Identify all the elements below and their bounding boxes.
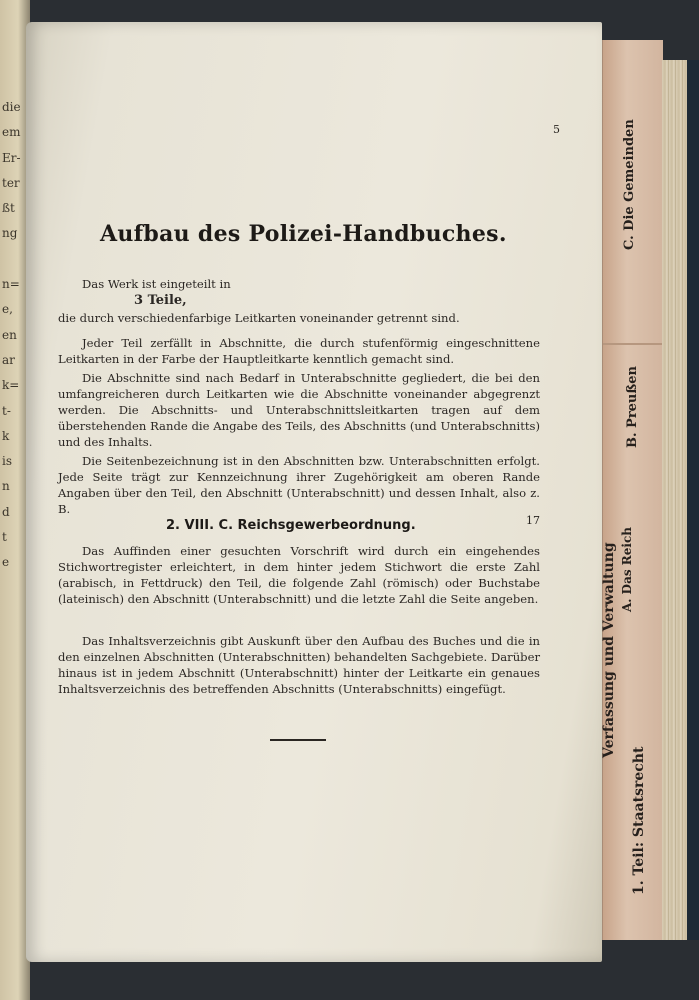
- previous-page-fragment: t-: [2, 403, 11, 418]
- previous-page-fragment: ng: [2, 226, 18, 241]
- previous-page-fragment: em: [2, 125, 21, 140]
- previous-page-fragment: ßt: [2, 201, 15, 216]
- paragraph-seitenbezeichnung: [58, 453, 540, 517]
- paragraph-text: Jeder Teil zerfällt in Abschnitte, die durch stufenförmig eingeschnittene Leitkarten in der Farbe der Hauptleitkarte kenntlich gemacht sind.: [58, 336, 540, 367]
- tab-staatsrecht[interactable]: 1. Teil: Staatsrecht: [631, 746, 647, 895]
- page-title: Aufbau des Polizei-Handbuches.: [100, 221, 507, 247]
- previous-page-fragment: die: [2, 100, 21, 114]
- paragraph-text: Die Abschnitte sind nach Bedarf in Unterabschnitte gegliedert, die bei den umfangreicheren durch Leitkarten wie die Abschnitte voneinander abgegrenzt werden. Die Abschnitts- und Unterabschnittsleitkarten tragen auf dem überstehenden Rande die Angabe des Teils, des Abschnitts (und Unterabschnitts) und des Inhalts.: [58, 371, 540, 450]
- previous-page-fragment: n=: [2, 277, 20, 292]
- previous-page-fragment: t: [2, 530, 7, 545]
- example-page-number: 17: [526, 514, 540, 527]
- tab-gemeinden[interactable]: C. Die Gemeinden: [622, 119, 637, 250]
- previous-page-fragment: e: [2, 555, 10, 570]
- example-reference-text: 2. VIII. C. Reichsgewerbeordnung.: [166, 518, 416, 533]
- previous-page-fragment: e,: [2, 302, 13, 317]
- previous-page-fragment: n: [2, 479, 10, 494]
- paragraph-inhaltsverzeichnis: [58, 633, 540, 697]
- previous-page-fragment: en: [2, 327, 17, 342]
- previous-page-fragment: k=: [2, 378, 20, 393]
- paragraph-text: Die Seitenbezeichnung ist in den Abschnitten bzw. Unterabschnitten erfolgt. Jede Seite trägt zur Kennzeichnung ihrer Zugehörigkeit am oberen Rande Angaben über den Teil, den Abschnitt (Unterabschnitt) und dessen Inhalt, also z. B.: [58, 454, 540, 517]
- paragraph-text: Das Inhaltsverzeichnis gibt Auskunft über den Aufbau des Buches und die in den einzelnen Abschnitten (Unterabschnitten) behandelten Sachgebiete. Darüber hinaus ist in jedem Abschnitt (Unterabschnitt) hinter der Leitkarte ein genaues Inhaltsverzeichnis des betreffenden Abschnitts (Unterabschnitts) eingefügt.: [58, 634, 540, 697]
- intro-block: [58, 276, 540, 326]
- end-rule: [270, 739, 326, 741]
- previous-page-fragment: ter: [2, 175, 20, 190]
- tab-das-reich[interactable]: A. Das Reich: [620, 527, 634, 612]
- example-reference: [166, 514, 540, 533]
- page-edges: [662, 60, 699, 940]
- paragraph-abschnitte: [58, 335, 540, 367]
- previous-page-fragment: d: [2, 504, 10, 519]
- paragraph-stichwortregister: [58, 543, 540, 607]
- tab-preussen[interactable]: B. Preußen: [625, 366, 640, 448]
- previous-page-fragment: k: [2, 428, 10, 443]
- intro-line: die durch verschiedenfarbige Leitkarten voneinander getrennt sind.: [58, 311, 460, 325]
- previous-page-fragment: ar: [2, 352, 15, 367]
- intro-line: Das Werk ist eingeteilt in: [82, 277, 231, 291]
- previous-page-fragment: [2, 247, 26, 272]
- tab-verfassung-und-verwaltung[interactable]: Verfassung und Verwaltung: [601, 542, 617, 758]
- previous-page-text-fragments: [2, 95, 26, 576]
- intro-teile: 3 Teile,: [134, 293, 187, 308]
- paragraph-unterabschnitte: [58, 370, 540, 450]
- previous-page-fragment: is: [2, 454, 12, 469]
- previous-page-fragment: Er-: [2, 150, 21, 165]
- paragraph-text: Das Auffinden einer gesuchten Vorschrift wird durch ein eingehendes Stichwortregister erleichtert, in dem hinter jedem Stichwort die erste Zahl (arabisch, in Fettdruck) den Teil, die folgende Zahl (römisch) oder Buchstabe (lateinisch) den Abschnitt (Unterabschnitt) und die letzte Zahl die Seite angeben.: [58, 544, 540, 607]
- page-number: 5: [553, 123, 560, 136]
